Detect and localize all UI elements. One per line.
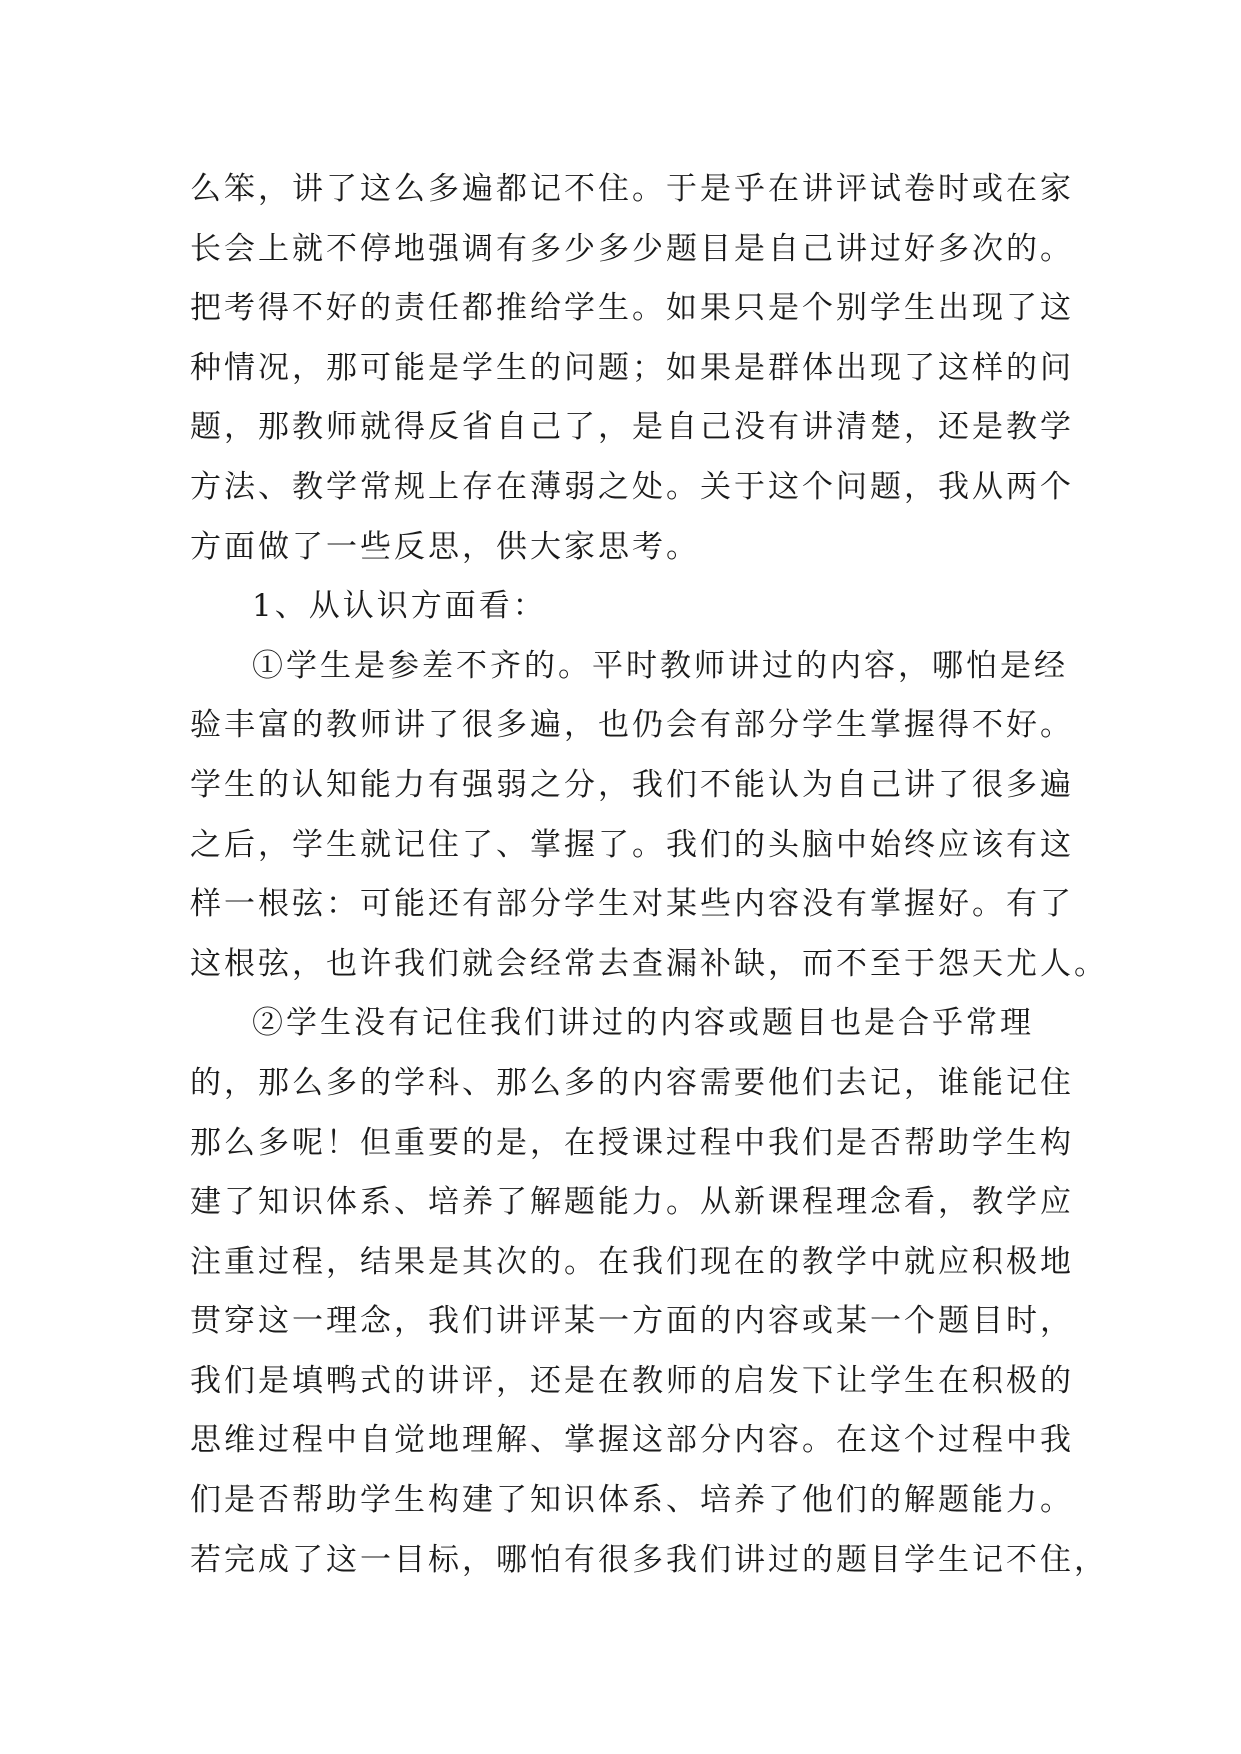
text-line: 种情况，那可能是学生的问题；如果是群体出现了这样的问 [190, 349, 1074, 386]
text-line: 们是否帮助学生构建了知识体系、培养了他们的解题能力。 [190, 1482, 1074, 1519]
paragraph-start: ②学生没有记住我们讲过的内容或题目也是合乎常理 [252, 1005, 1034, 1042]
text-line: 样一根弦：可能还有部分学生对某些内容没有掌握好。有了 [190, 886, 1074, 923]
text-line: 把考得不好的责任都推给学生。如果只是个别学生出现了这 [190, 290, 1074, 327]
text-line: 方面做了一些反思，供大家思考。 [190, 528, 700, 565]
text-line: 思维过程中自觉地理解、掌握这部分内容。在这个过程中我 [190, 1422, 1074, 1459]
text-line: 那么多呢！但重要的是，在授课过程中我们是否帮助学生构 [190, 1124, 1074, 1161]
text-line: 建了知识体系、培养了解题能力。从新课程理念看，教学应 [190, 1184, 1074, 1221]
document-body [190, 160, 1108, 1590]
section-heading: 1、从认识方面看： [252, 588, 547, 625]
text-line: 长会上就不停地强调有多少多少题目是自己讲过好多次的。 [190, 230, 1074, 267]
text-line: 么笨，讲了这么多遍都记不住。于是乎在讲评试卷时或在家 [190, 171, 1074, 207]
text-line: 这根弦，也许我们就会经常去查漏补缺，而不至于怨天尤人。 [190, 945, 1108, 982]
text-line: 学生的认知能力有强弱之分，我们不能认为自己讲了很多遍 [190, 766, 1074, 803]
text-line: 方法、教学常规上存在薄弱之处。关于这个问题，我从两个 [190, 468, 1074, 505]
text-line: 的，那么多的学科、那么多的内容需要他们去记，谁能记住 [190, 1064, 1074, 1101]
text-line: 若完成了这一目标，哪怕有很多我们讲过的题目学生记不住， [190, 1541, 1108, 1578]
text-line: 之后，学生就记住了、掌握了。我们的头脑中始终应该有这 [190, 826, 1074, 863]
text-line: 题，那教师就得反省自己了，是自己没有讲清楚，还是教学 [190, 409, 1074, 446]
text-line: 贯穿这一理念，我们讲评某一方面的内容或某一个题目时， [190, 1303, 1074, 1340]
paragraph-start: ①学生是参差不齐的。平时教师讲过的内容，哪怕是经 [252, 647, 1068, 684]
text-line: 验丰富的教师讲了很多遍，也仍会有部分学生掌握得不好。 [190, 707, 1074, 744]
text-line: 我们是填鸭式的讲评，还是在教师的启发下让学生在积极的 [190, 1362, 1074, 1399]
text-line: 注重过程，结果是其次的。在我们现在的教学中就应积极地 [190, 1243, 1074, 1280]
